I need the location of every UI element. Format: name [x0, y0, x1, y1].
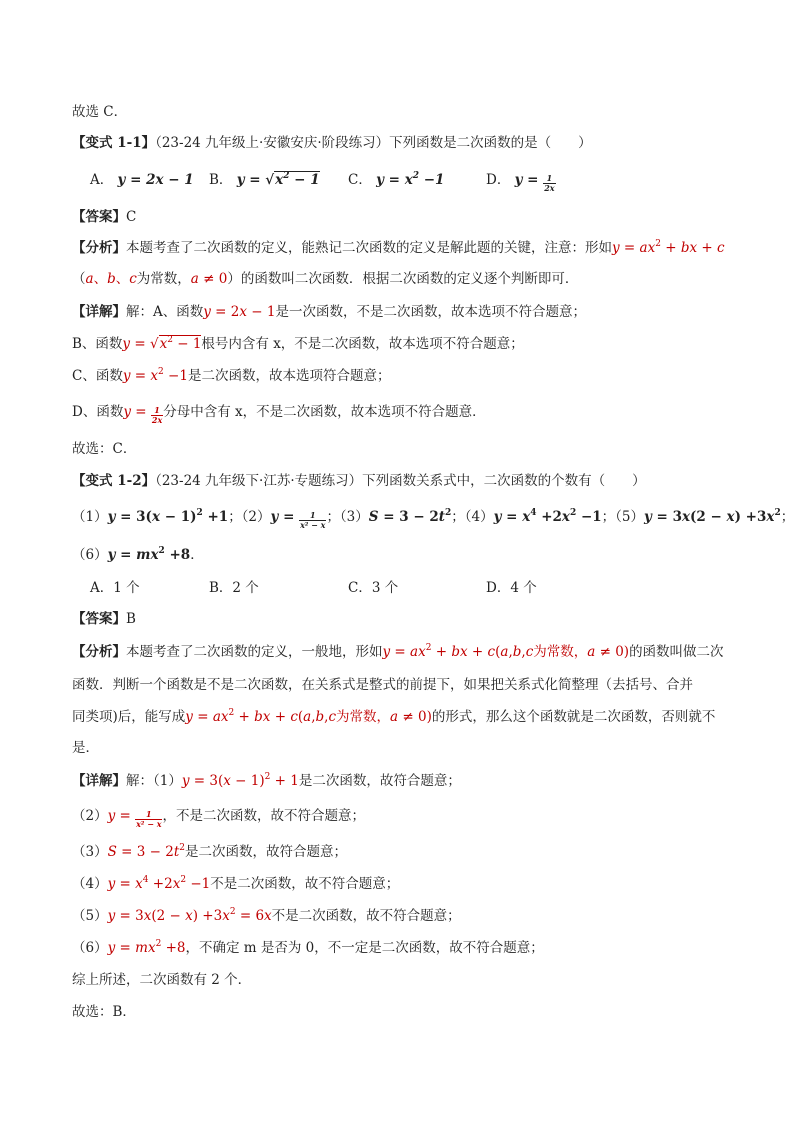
- item: $(1)y = 3(x - 1)^2 +1$；（2）y = $\frac{1}{\text{x² − x}}$ ；$(3)S = 3 - 2t^2$；$(4)y = x^4 +2x^2 -1$；$(5)y = 3x(2 - x) +3x^2$；: [72, 508, 794, 530]
- text: （6）: [72, 940, 108, 956]
- detail-line-b: [72, 334, 524, 354]
- text: 解：A、函数: [126, 304, 204, 320]
- formula: $y = 3x(2 - x) +3x^2 = 6x$: [107, 907, 272, 924]
- formula: $y = x^2 -1$: [122, 367, 188, 384]
- answer-tag: 【答案】: [72, 611, 126, 627]
- answer-choice-line: 故选：B．: [72, 1004, 136, 1020]
- text: D、函数: [72, 404, 124, 420]
- detail-line: [72, 771, 461, 791]
- variant-tag: 【变式 1-1】: [72, 135, 156, 151]
- variant-tag: 【变式 1-2】: [72, 473, 156, 489]
- summary-line: 综上所述，二次函数有 2 个．: [72, 972, 252, 988]
- formula: $y = ax^2$ + bx + c(a,b,c为常数，a ≠ 0): [185, 708, 432, 725]
- text: 同类项)后，能写成: [72, 709, 186, 725]
- option-label: C．: [348, 172, 372, 188]
- text: 的函数叫做二次: [629, 644, 724, 660]
- formula: $y = 3(x - 1)^2 + 1$: [181, 772, 299, 789]
- function-list: [72, 507, 794, 530]
- text: ，不确定 m 是否为 0，不一定是二次函数，故不符合题意；: [185, 940, 544, 956]
- text: 根号内含有 x，不是二次函数，故本选项不符合题意；: [201, 336, 524, 352]
- analysis-tag: 【分析】: [72, 240, 126, 256]
- answer-choice-line: 故选：C．: [72, 441, 137, 457]
- option-c: [348, 170, 444, 190]
- answer-tag: 【答案】: [72, 209, 126, 225]
- answer-value: C: [126, 209, 137, 225]
- formula: $y = ax^2$ + bx + c: [612, 239, 725, 256]
- formula: y = $\frac{1}{2x}$: [123, 404, 163, 425]
- text: 是二次函数，故本选项符合题意；: [187, 368, 391, 384]
- formula: $y = x^2 -1$: [376, 171, 445, 188]
- formula: y = 2x − 1: [203, 304, 276, 320]
- detail-line-4: [72, 874, 399, 894]
- text: ，不是二次函数，故不符合题意；: [162, 808, 365, 824]
- formula: a、b、c: [85, 271, 137, 287]
- answer-choice-line: 故选 C．: [72, 104, 128, 120]
- variant-question: [72, 471, 646, 491]
- text: ）的函数叫二次函数．根据二次函数的定义逐个判断即可．: [227, 271, 579, 287]
- text: B、函数: [72, 336, 123, 352]
- text: 分母中含有 x，不是二次函数，故本选项不符合题意．: [163, 404, 486, 420]
- detail-line-3: [72, 842, 347, 862]
- analysis-line-2: 函数．判断一个函数是不是二次函数，在关系式是整式的前提下，如果把关系式化简整理（去括号、合并: [72, 677, 693, 693]
- analysis-tag: 【分析】: [72, 644, 126, 660]
- option-label: B．: [209, 172, 233, 188]
- variant-question: [72, 133, 592, 153]
- text: 的形式，那么这个函数就是二次函数，否则就不: [431, 709, 716, 725]
- text: 是一次函数，不是二次函数，故本选项不符合题意；: [275, 304, 586, 320]
- detail-line-c: [72, 366, 390, 386]
- analysis-line: [72, 238, 725, 258]
- text: 本题考查了二次函数的定义，一般地，形如: [126, 644, 383, 660]
- option-a: [90, 170, 194, 190]
- option-b: [209, 170, 320, 190]
- formula: $S = 3 - 2t^2$: [107, 843, 185, 860]
- text: 为常数，: [136, 271, 191, 287]
- analysis-line-2: [72, 269, 578, 289]
- detail-line-2: [72, 806, 365, 829]
- text: 是二次函数，故符合题意；: [298, 773, 461, 789]
- variant-text: （23-24 九年级上·安徽安庆·阶段练习）下列函数是二次函数的是（ ）: [155, 135, 592, 151]
- text: （4）: [72, 876, 108, 892]
- text: C、函数: [72, 368, 123, 384]
- analysis-text: 本题考查了二次函数的定义，能熟记二次函数的定义是解此题的关键，注意：形如: [126, 240, 612, 256]
- option-a: A．1 个: [90, 580, 140, 596]
- analysis-line-3: [72, 707, 715, 727]
- option-d: [486, 170, 556, 193]
- detail-line-d: [72, 402, 486, 425]
- formula: $y = mx^2 +8$: [107, 939, 186, 956]
- formula: $y = √x^2 - 1$: [236, 171, 320, 188]
- answer-line: [72, 207, 136, 227]
- formula: a ≠ 0: [190, 271, 228, 287]
- detail-line-6: [72, 938, 544, 958]
- text: 不是二次函数，故不符合题意；: [271, 908, 461, 924]
- detail-line-5: [72, 906, 461, 926]
- option-c: C．3 个: [348, 580, 399, 596]
- option-b: B．2 个: [209, 580, 259, 596]
- detail-tag: 【详解】: [72, 304, 126, 320]
- detail-line: [72, 302, 586, 322]
- answer-line: [72, 609, 136, 629]
- function-list-2: [72, 545, 204, 565]
- formula: $y = √x^2 - 1$: [122, 335, 202, 352]
- text: （5）: [72, 908, 108, 924]
- text: 解：（1）: [126, 773, 182, 789]
- analysis-line: [72, 642, 724, 662]
- detail-tag: 【详解】: [72, 773, 126, 789]
- formula: $y = x^4 +2x^2 -1$: [107, 875, 211, 892]
- analysis-line-4: 是．: [72, 740, 99, 756]
- text: （3）: [72, 844, 108, 860]
- formula: $y = ax^2$ + bx + c(a,b,c为常数，a ≠ 0): [382, 643, 630, 660]
- formula: y = $\frac{1}{\text{x² − x}}$: [107, 808, 162, 829]
- option-label: A．: [90, 172, 114, 188]
- answer-value: B: [126, 611, 136, 627]
- variant-text: （23-24 九年级下·江苏·专题练习）下列函数关系式中，二次函数的个数有（ ）: [155, 473, 646, 489]
- text: 是二次函数，故符合题意；: [184, 844, 347, 860]
- text: （: [72, 271, 86, 287]
- option-label: D．: [486, 172, 511, 188]
- text: 不是二次函数，故不符合题意；: [210, 876, 400, 892]
- formula: y = 2x − 1: [117, 172, 194, 188]
- text: （2）: [72, 808, 108, 824]
- formula: y = $\frac{1}{2x}$: [514, 172, 555, 193]
- item: $(6)y = mx^2 +8$．: [72, 546, 204, 563]
- option-d: D．4 个: [486, 580, 537, 596]
